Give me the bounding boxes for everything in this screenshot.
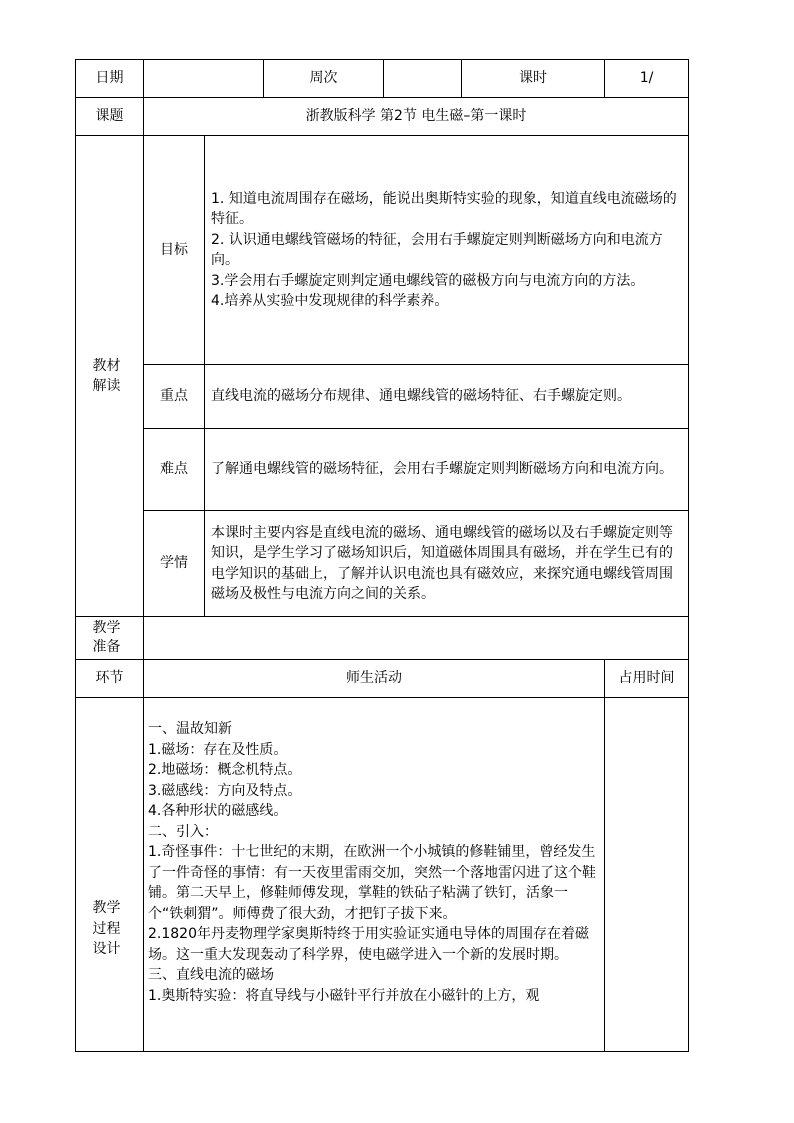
prep-label (76, 617, 143, 659)
prep-label-text: 教学准备 (92, 620, 121, 655)
situation-text: 本课时主要内容是直线电流的磁场、通电螺线管的磁场以及右手螺旋定则等知识，是学生学习了磁场知识后，知道磁体周围具有磁场，并在学生已有的电学知识的基础上，了解并认识电流也具有磁效应，来探究通电螺线管周围磁场及极性与电流方向之间的关系。 (211, 524, 673, 602)
process-para-8: 2.1820年丹麦物理学家奥斯特终于用实验证实通电导体的周围存在着磁场。这一重大发现轰动了科学界，使电磁学进入一个新的发展时期。 (148, 926, 589, 963)
process-para-4: 3.磁感线：方向及特点。 (148, 782, 302, 799)
key-content (211, 365, 685, 428)
goals-content (211, 136, 683, 364)
difficulty-content (211, 429, 683, 510)
situation-content (211, 511, 683, 616)
analysis-label (76, 136, 143, 616)
period-label: 课时 (519, 70, 547, 87)
process-para-10: 1.奥斯特实验：将直导线与小磁针平行并放在小磁针的上方，观 (148, 987, 540, 1004)
key-text: 直线电流的磁场分布规律、通电螺线管的磁场特征、右手螺旋定则。 (211, 388, 631, 405)
process-content (148, 719, 602, 1006)
difficulty-text: 了解通电螺线管的磁场特征，会用右手螺旋定则判断磁场方向和电流方向。 (211, 461, 673, 478)
week-label: 周次 (309, 70, 338, 87)
time-header: 占用时间 (618, 670, 675, 687)
goal-item-2: 2. 认识通电螺线管磁场的特征，会用右手螺旋定则判断磁场方向和电流方向。 (211, 231, 663, 268)
analysis-label-text: 教材解读 (92, 357, 121, 394)
process-para-9: 三、直线电流的磁场 (148, 967, 274, 983)
rule (75, 616, 689, 617)
process-para-1: 一、温故知新 (148, 721, 232, 737)
goals-label: 目标 (160, 241, 188, 258)
process-label-text: 教学过程设计 (92, 900, 121, 957)
key-label: 重点 (160, 388, 188, 405)
rule (75, 1051, 689, 1052)
process-para-5: 4.各种形状的磁感线。 (148, 803, 288, 819)
process-label (76, 698, 143, 1051)
rule (75, 697, 689, 698)
goal-item-3: 3.学会用右手螺旋定则判定通电螺线管的磁极方向与电流方向的方法。 (211, 272, 645, 289)
rule (688, 59, 689, 1052)
date-value-cell (144, 60, 263, 97)
goal-item-1: 1. 知道电流周围存在磁场，能说出奥斯特实验的现象，知道直线电流磁场的特征。 (211, 190, 677, 227)
rule (604, 659, 605, 1052)
goal-item-4: 4.培养从实验中发现规律的科学素养。 (211, 293, 449, 309)
date-label: 日期 (95, 70, 124, 87)
goals-list (211, 189, 683, 312)
difficulty-label: 难点 (160, 461, 188, 478)
process-para-7: 1.奇怪事件：十七世纪的末期，在欧洲一个小城镇的修鞋铺里，曾经发生了一件奇怪的事情：有一天夜里雷雨交加，突然一个落地雷闪进了这个鞋铺。第二天早上，修鞋师傅发现，掌鞋的铁砧子粘满了铁钉，活象一个“铁刺猬”。师傅费了很大劲，才把钉子拔下来。 (148, 844, 596, 922)
process-para-2: 1.磁场：存在及性质。 (148, 741, 288, 758)
activity-header: 师生活动 (346, 670, 402, 687)
topic-label: 课题 (95, 108, 124, 125)
rule (204, 135, 205, 617)
period-value: 1/ (639, 70, 654, 87)
situation-label: 学情 (160, 555, 188, 572)
topic-value: 浙教版科学 第2节 电生磁–第一课时 (305, 108, 527, 125)
process-para-6: 二、引入： (148, 823, 218, 840)
stage-header: 环节 (95, 670, 124, 687)
process-para-3: 2.地磁场：概念机特点。 (148, 762, 302, 778)
week-value-cell (384, 60, 461, 97)
